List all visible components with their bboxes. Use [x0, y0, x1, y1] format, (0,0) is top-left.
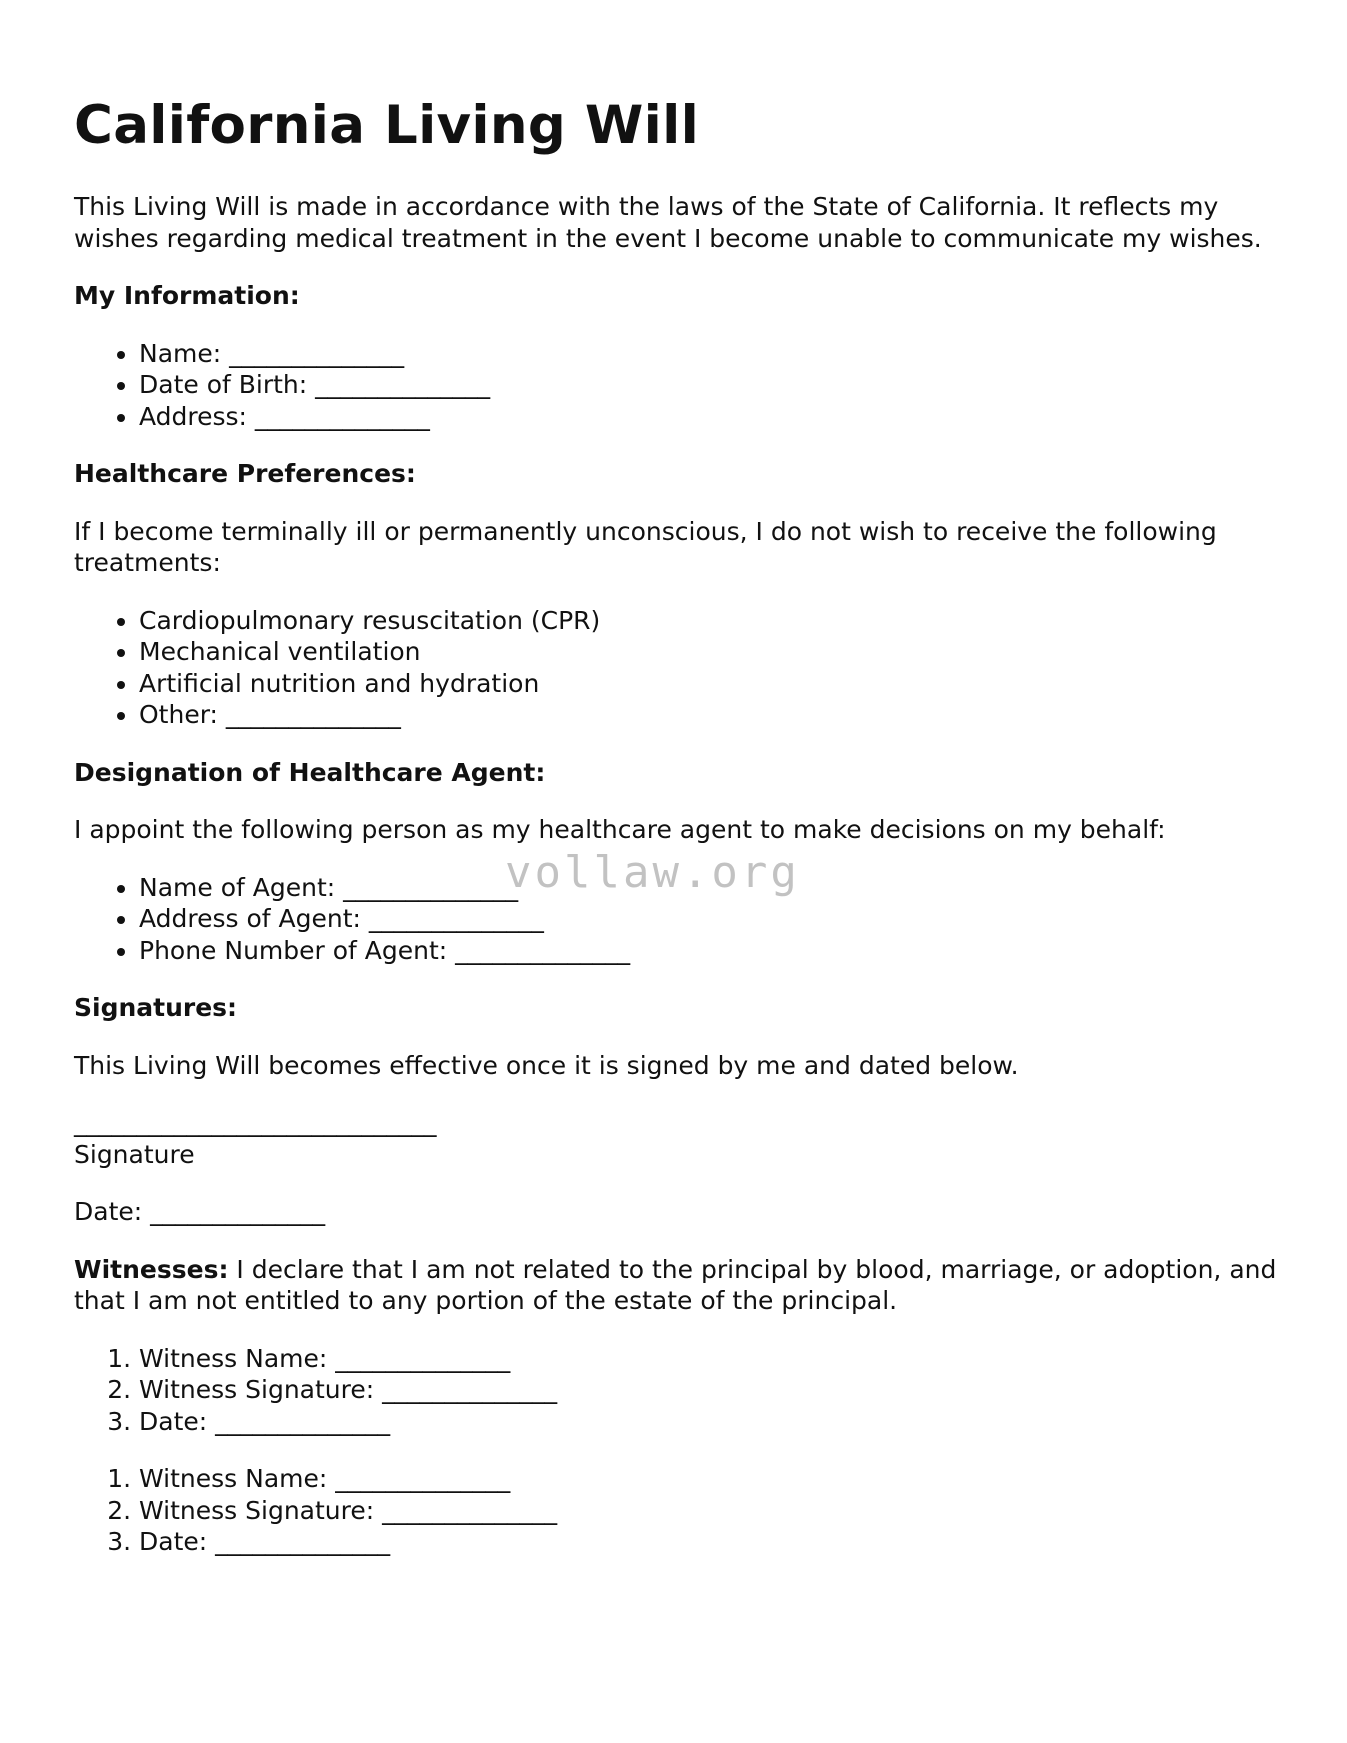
witnesses-label: Witnesses:	[74, 1254, 229, 1284]
agent-list	[74, 872, 1284, 967]
list-item: • Artificial nutrition and hydration	[139, 668, 1284, 700]
watermark: vollaw.org	[505, 847, 800, 898]
list-item: 3. Date: ______________	[139, 1526, 1284, 1558]
list-item: • Other: ______________	[139, 699, 1284, 731]
list-item: • Name: ______________	[139, 338, 1284, 370]
healthcare-preferences-heading: Healthcare Preferences:	[74, 459, 416, 488]
document-page	[74, 0, 1284, 1558]
list-item: 3. Date: ______________	[139, 1406, 1284, 1438]
list-item: 2. Witness Signature: ______________	[139, 1374, 1284, 1406]
witness-1-list	[74, 1343, 1284, 1438]
healthcare-preferences-text: If I become terminally ill or permanently unconscious, I do not wish to receive the following treatments:	[74, 516, 1217, 577]
my-information-list	[74, 338, 1284, 433]
list-item: • Address of Agent: ______________	[139, 903, 1284, 935]
signature-line: _____________________________	[74, 1108, 437, 1137]
list-item: 1. Witness Name: ______________	[139, 1343, 1284, 1375]
list-item: • Cardiopulmonary resuscitation (CPR)	[139, 605, 1284, 637]
list-item: 2. Witness Signature: ______________	[139, 1495, 1284, 1527]
signature-block	[74, 1107, 1284, 1170]
list-item: • Name of Agent: ______________	[139, 872, 1284, 904]
signature-label: Signature	[74, 1139, 195, 1169]
page-title: California Living Will	[74, 95, 700, 156]
treatments-list	[74, 605, 1284, 731]
signatures-heading: Signatures:	[74, 993, 238, 1022]
date-line: Date: ______________	[74, 1197, 326, 1226]
list-item: • Phone Number of Agent: ______________	[139, 935, 1284, 967]
agent-heading: Designation of Healthcare Agent:	[74, 757, 546, 787]
list-item: 1. Witness Name: ______________	[139, 1463, 1284, 1495]
witness-2-list	[74, 1463, 1284, 1558]
my-information-heading: My Information:	[74, 281, 300, 310]
list-item: • Address: ______________	[139, 401, 1284, 433]
agent-text: I appoint the following person as my healthcare agent to make decisions on my behalf:	[74, 815, 1166, 844]
witnesses-text: I declare that I am not related to the principal by blood, marriage, or adoption, and that I am not entitled to any portion of the estate of the principal.	[74, 1254, 1277, 1315]
signatures-text: This Living Will becomes effective once it is signed by me and dated below.	[74, 1050, 1019, 1080]
list-item: • Date of Birth: ______________	[139, 369, 1284, 401]
witnesses-paragraph	[74, 1254, 1284, 1317]
list-item: • Mechanical ventilation	[139, 636, 1284, 668]
intro-paragraph: This Living Will is made in accordance with the laws of the State of California. It reflects my wishes regarding medical treatment in the event I become unable to communicate my wishes.	[74, 192, 1262, 253]
